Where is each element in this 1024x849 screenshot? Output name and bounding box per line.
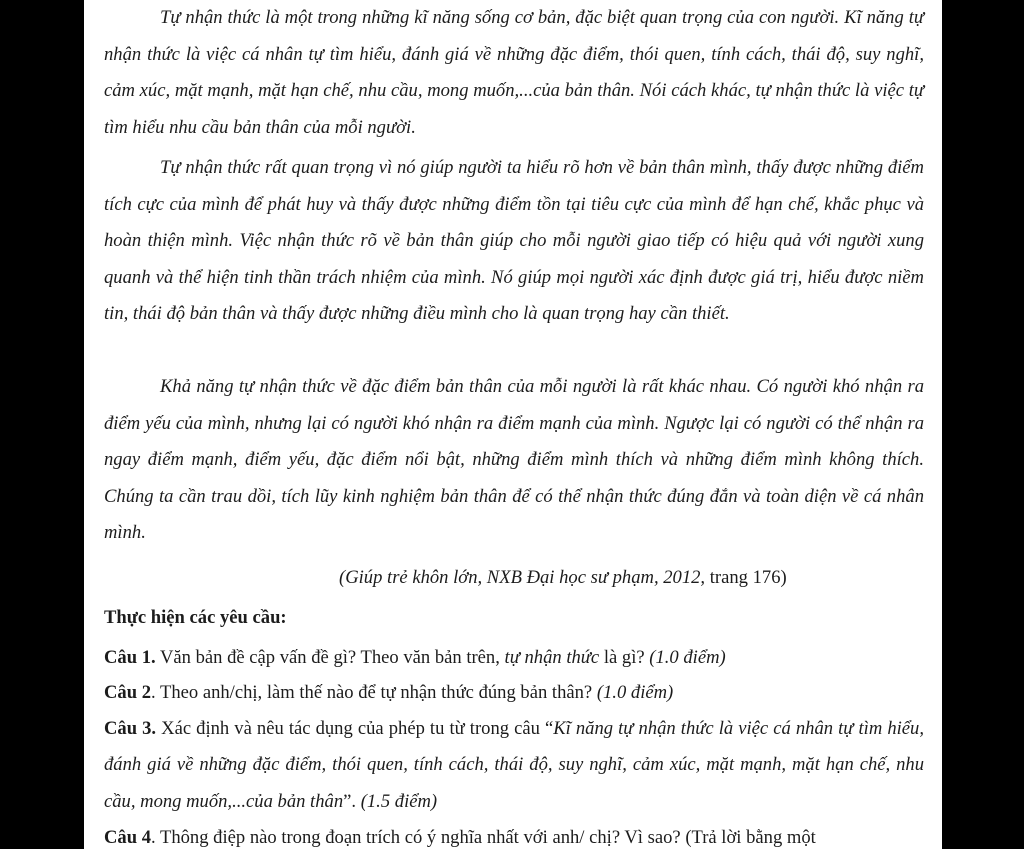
paragraph-3: Khả năng tự nhận thức về đặc điểm bản thân của mỗi người là rất khác nhau. Có người khó nhận ra điểm yếu của mình, nhưng lại có người khó nhận ra điểm mạnh của mình. Ngược lại có người có thể nhận ra ngay điểm mạnh, điểm yếu, đặc điểm nổi bật, những điểm mình thích và những điểm mình không thích. Chúng ta cần trau dồi, tích lũy kinh nghiệm bản thân để có thể nhận thức đúng đắn và toàn diện về cá nhân mình. xyxy=(104,376,924,544)
citation-source: (Giúp trẻ khôn lớn, NXB Đại học sư phạm, 2012, xyxy=(339,567,706,588)
citation-page: trang 176) xyxy=(705,567,787,588)
source-citation xyxy=(339,560,787,596)
question-text: . Theo anh/chị, làm thế nào để tự nhận thức đúng bản thân? xyxy=(151,682,597,703)
question-4 xyxy=(104,820,924,849)
question-emphasis: tự nhận thức xyxy=(504,647,600,668)
document-page xyxy=(84,0,942,849)
question-quote: Kĩ năng tự nhận thức là việc cá nhân tự tìm hiểu, đánh giá về những đặc điểm, thói quen, tính cách, thái độ, suy nghĩ, cảm xúc, mặt mạnh, mặt hạn chế, nhu cầu, mong muốn,...của bản thân xyxy=(104,718,924,812)
question-score: (1.0 điểm) xyxy=(596,682,674,703)
question-text: Văn bản đề cập vấn đề gì? Theo văn bản trên, xyxy=(155,647,505,668)
question-3 xyxy=(104,711,924,820)
question-score: (1.5 điểm) xyxy=(360,790,438,812)
question-text: . Thông điệp nào trong đoạn trích có ý nghĩa nhất với anh/ chị? Vì sao? (Trả lời bằng một xyxy=(151,827,816,848)
question-2 xyxy=(104,675,924,711)
paragraph-1: Tự nhận thức là một trong những kĩ năng sống cơ bản, đặc biệt quan trọng của con người. Kĩ năng tự nhận thức là việc cá nhân tự tìm hiểu, đánh giá về những đặc điểm, thói quen, tính cách, thái độ, suy nghĩ, cảm xúc, mặt mạnh, mặt hạn chế, nhu cầu, mong muốn,...của bản thân. Nói cách khác, tự nhận thức là việc tự tìm hiểu nhu cầu bản thân của mỗi người. xyxy=(104,7,924,138)
question-text: Xác định và nêu tác dụng của phép tu từ trong câu “ xyxy=(156,718,554,739)
paragraph-2: Tự nhận thức rất quan trọng vì nó giúp người ta hiểu rõ hơn về bản thân mình, thấy được những điểm tích cực của mình để phát huy và thấy được những điểm tồn tại tiêu cực của mình để hạn chế, khắc phục và hoàn thiện mình. Việc nhận thức rõ về bản thân giúp cho mỗi người giao tiếp có hiệu quả với người xung quanh và thể hiện tinh thần trách nhiệm của mình. Nó giúp mọi người xác định được giá trị, hiểu được niềm tin, thái độ bản thân và thấy được những điều mình cho là quan trọng hay cần thiết. xyxy=(104,157,924,325)
question-label: Câu 2 xyxy=(104,682,152,703)
question-text-after: ”. xyxy=(343,790,361,812)
question-1 xyxy=(104,640,924,676)
question-text-after: là gì? xyxy=(599,647,650,668)
question-label: Câu 1. xyxy=(104,647,156,668)
requirements-heading: Thực hiện các yêu cầu: xyxy=(104,607,287,628)
question-score: (1.0 điểm) xyxy=(649,647,726,668)
question-label: Câu 3. xyxy=(104,718,157,739)
question-label: Câu 4 xyxy=(104,827,152,848)
